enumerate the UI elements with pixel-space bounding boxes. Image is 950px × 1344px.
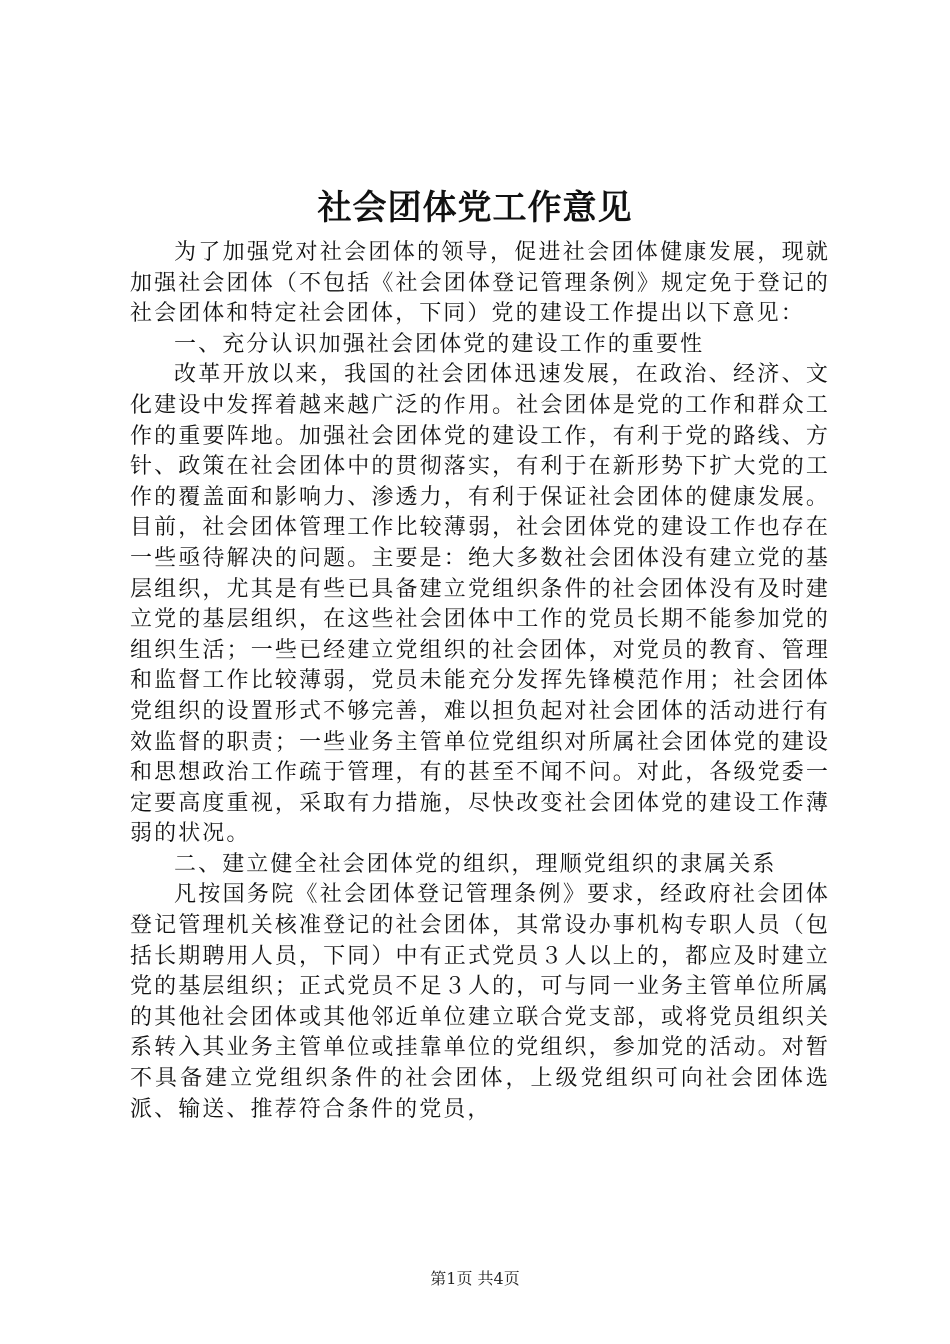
section-2-paragraph: 凡按国务院《社会团体登记管理条例》要求，经政府社会团体登记管理机关核准登记的社会团体，其常设办事机构专职人员（包括长期聘用人员，下同）中有正式党员３人以上的，都应及时建立党的基层组织；正式党员不足３人的，可与同一业务主管单位所属的其他社会团体或其他邻近单位建立联合党支部，或将党员组织关系转入其业务主管单位或挂靠单位的党组织，参加党的活动。对暂不具备建立党组织条件的社会团体，上级党组织可向社会团体选派、输送、推荐符合条件的党员， [130,882,830,1122]
intro-paragraph: 为了加强党对社会团体的领导，促进社会团体健康发展，现就加强社会团体（不包括《社会团体登记管理条例》规定免于登记的社会团体和特定社会团体，下同）党的建设工作提出以下意见： [130,240,830,327]
page-number-footer: 第1页 共4页 [430,1269,520,1288]
document-body [130,238,830,1125]
section-heading-1: 一、充分认识加强社会团体党的建设工作的重要性 [174,331,705,357]
document-title: 社会团体党工作意见 [317,188,633,228]
section-1-paragraph: 改革开放以来，我国的社会团体迅速发展，在政治、经济、文化建设中发挥着越来越广泛的作用。社会团体是党的工作和群众工作的重要阵地。加强社会团体党的建设工作，有利于党的路线、方针、政策在社会团体中的贯彻落实，有利于在新形势下扩大党的工作的覆盖面和影响力、渗透力，有利于保证社会团体的健康发展。目前，社会团体管理工作比较薄弱，社会团体党的建设工作也存在一些亟待解决的问题。主要是：绝大多数社会团体没有建立党的基层组织，尤其是有些已具备建立党组织条件的社会团体没有及时建立党的基层组织，在这些社会团体中工作的党员长期不能参加党的组织生活；一些已经建立党组织的社会团体，对党员的教育、管理和监督工作比较薄弱，党员未能充分发挥先锋模范作用；社会团体党组织的设置形式不够完善，难以担负起对社会团体的活动进行有效监督的职责；一些业务主管单位党组织对所属社会团体党的建设和思想政治工作疏于管理，有的甚至不闻不问。对此，各级党委一定要高度重视，采取有力措施，尽快改变社会团体党的建设工作薄弱的状况。 [130,362,830,847]
section-heading-2: 二、建立健全社会团体党的组织，理顺党组织的隶属关系 [174,851,777,877]
